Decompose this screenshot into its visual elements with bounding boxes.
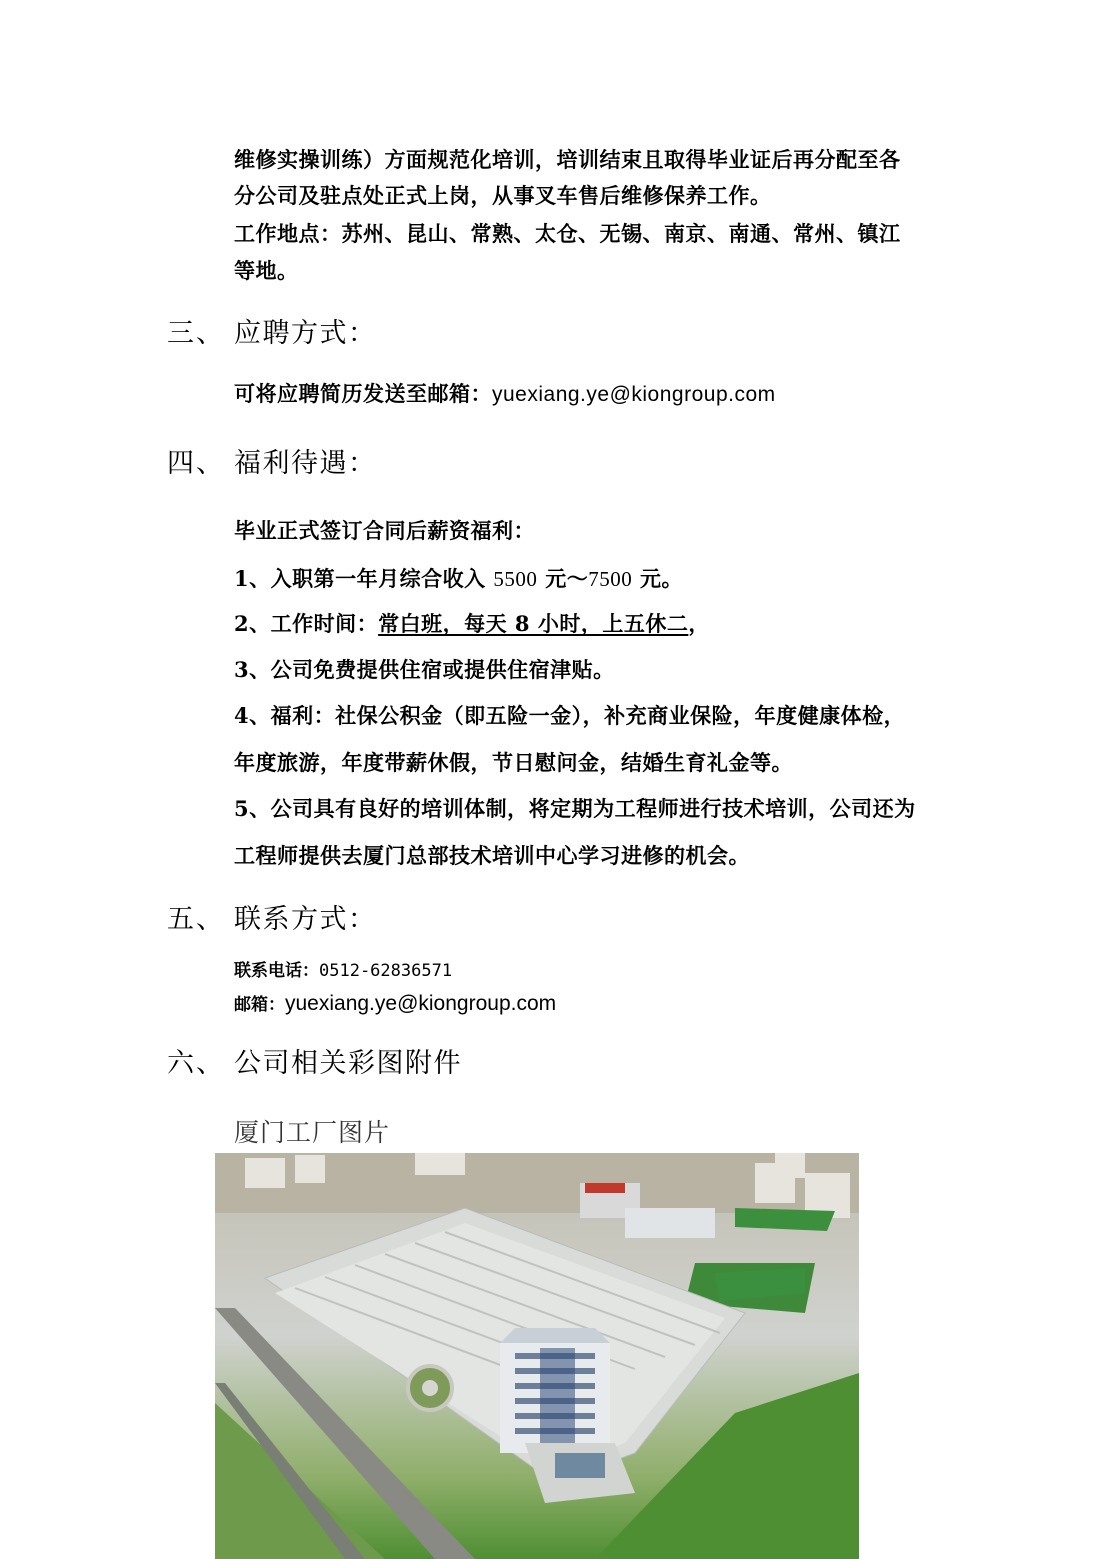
benefit-text: 2、工作时间： xyxy=(234,611,379,636)
photo-caption: 厦门工厂图片 xyxy=(234,1118,391,1147)
salary-max: 7500 xyxy=(588,567,633,591)
benefits-intro: 毕业正式签订合同后薪资福利： xyxy=(234,518,535,543)
section-title: 应聘方式： xyxy=(234,318,377,349)
section-title: 福利待遇： xyxy=(234,448,377,479)
section-number: 六、 xyxy=(167,1048,225,1079)
paragraph-line: 分公司及驻点处正式上岗，从事叉车售后维修保养工作。 xyxy=(234,183,772,208)
paragraph-line: 维修实操训练）方面规范化培训，培训结束且取得毕业证后再分配至各 xyxy=(234,147,901,172)
benefit-text: 元。 xyxy=(632,566,684,591)
benefit-text: ， xyxy=(688,611,710,636)
benefit-item: 4、福利：社保公积金（即五险一金），补充商业保险，年度健康体检， xyxy=(234,703,906,728)
email-label: 邮箱： xyxy=(234,995,285,1015)
benefit-item: 5、公司具有良好的培训体制，将定期为工程师进行技术培训，公司还为 xyxy=(234,796,916,821)
work-location-line: 工作地点：苏州、昆山、常熟、太仓、无锡、南京、南通、常州、镇江 xyxy=(234,221,901,246)
section-number: 四、 xyxy=(167,448,225,479)
section-number: 五、 xyxy=(167,904,225,935)
benefit-item: 工程师提供去厦门总部技术培训中心学习进修的机会。 xyxy=(234,843,750,868)
application-method-text xyxy=(234,378,776,408)
section-number: 三、 xyxy=(167,318,225,349)
phone-label: 联系电话： xyxy=(234,961,319,981)
contact-email xyxy=(234,990,556,1016)
email-link[interactable]: yuexiang.ye@kiongroup.com xyxy=(492,383,776,406)
factory-photo xyxy=(215,1153,859,1559)
benefit-item xyxy=(234,608,710,638)
work-location-line: 等地。 xyxy=(234,258,299,283)
salary-min: 5500 xyxy=(493,567,538,591)
work-hours-text: 常白班，每天 8 小时，上五休二 xyxy=(378,611,689,636)
email-link[interactable]: yuexiang.ye@kiongroup.com xyxy=(285,992,557,1015)
benefit-item xyxy=(234,563,683,593)
benefit-text: 1、入职第一年月综合收入 xyxy=(234,566,494,591)
contact-phone xyxy=(234,956,452,981)
application-label: 可将应聘简历发送至邮箱： xyxy=(234,381,492,406)
section-title: 联系方式： xyxy=(234,904,377,935)
phone-number[interactable]: 0512-62836571 xyxy=(319,961,453,981)
benefit-text: 元～ xyxy=(537,566,589,591)
factory-aerial-illustration xyxy=(215,1153,859,1559)
section-title: 公司相关彩图附件 xyxy=(234,1048,462,1079)
benefit-item: 年度旅游，年度带薪休假，节日慰问金，结婚生育礼金等。 xyxy=(234,750,793,775)
benefit-item: 3、公司免费提供住宿或提供住宿津贴。 xyxy=(234,657,615,682)
